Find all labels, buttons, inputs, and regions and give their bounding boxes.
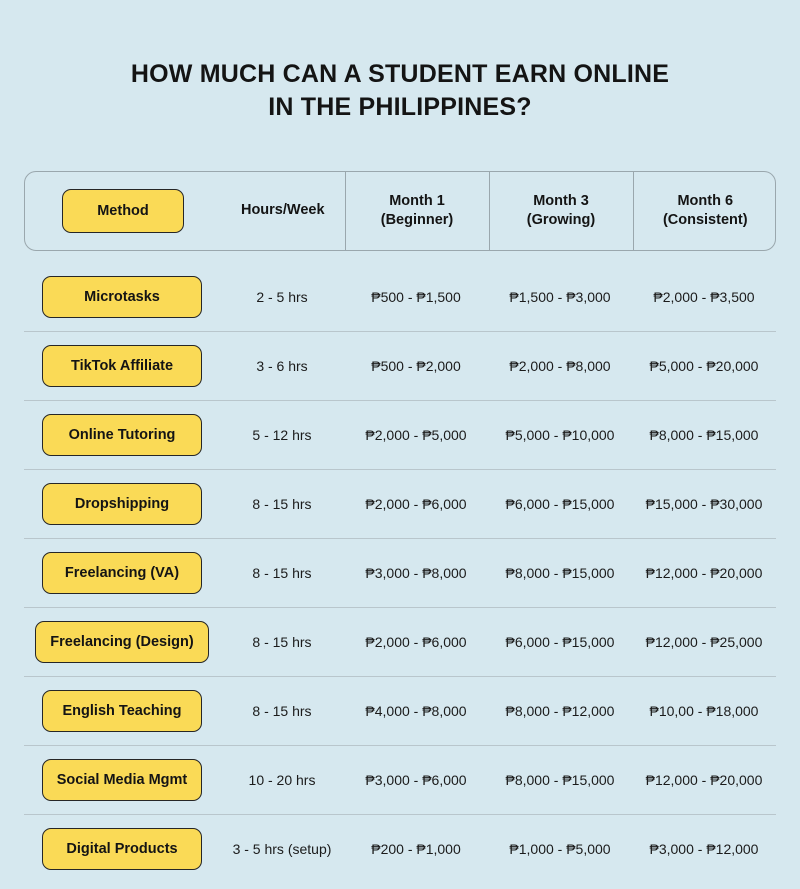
row-month-3: ₱8,000 - ₱15,000 bbox=[488, 746, 632, 815]
header-hours bbox=[221, 172, 345, 250]
row-month-6: ₱12,000 - ₱25,000 bbox=[632, 608, 776, 677]
table-header bbox=[24, 171, 776, 251]
table-row bbox=[24, 746, 776, 815]
row-month-1: ₱4,000 - ₱8,000 bbox=[344, 677, 488, 746]
method-pill: Freelancing (VA) bbox=[42, 552, 202, 594]
row-month-1: ₱200 - ₱1,000 bbox=[371, 840, 461, 857]
row-hours: 3 - 6 hrs bbox=[220, 332, 344, 401]
row-hours: 8 - 15 hrs bbox=[220, 677, 344, 746]
row-month-3: ₱6,000 - ₱15,000 bbox=[488, 608, 632, 677]
table-row bbox=[24, 401, 776, 470]
header-hours-label: Hours/Week bbox=[240, 202, 325, 219]
row-method-cell bbox=[24, 608, 220, 677]
method-pill: Online Tutoring bbox=[42, 414, 202, 456]
row-method-cell bbox=[24, 332, 220, 401]
row-hours: 2 - 5 hrs bbox=[220, 263, 344, 332]
row-method-cell bbox=[24, 539, 220, 608]
header-method bbox=[25, 172, 221, 250]
page-title bbox=[0, 0, 800, 124]
row-hours: 8 - 15 hrs bbox=[220, 608, 344, 677]
row-method-cell bbox=[24, 401, 220, 470]
table-row bbox=[24, 470, 776, 539]
header-month-6 bbox=[633, 172, 776, 250]
row-hours: 3 - 5 hrs (setup) bbox=[232, 841, 332, 858]
row-month-6: ₱3,000 - ₱12,000 bbox=[649, 840, 759, 857]
row-month-3: ₱5,000 - ₱10,000 bbox=[488, 401, 632, 470]
row-method-cell bbox=[24, 746, 220, 815]
row-month-1: ₱500 - ₱2,000 bbox=[344, 332, 488, 401]
row-month-1: ₱500 - ₱1,500 bbox=[344, 263, 488, 332]
row-month-3: ₱8,000 - ₱12,000 bbox=[488, 677, 632, 746]
row-month-6: ₱12,000 - ₱20,000 bbox=[632, 539, 776, 608]
row-month-6: ₱5,000 - ₱20,000 bbox=[632, 332, 776, 401]
row-method-cell bbox=[24, 815, 220, 884]
row-hours: 5 - 12 hrs bbox=[220, 401, 344, 470]
row-month-6: ₱10,00 - ₱18,000 bbox=[632, 677, 776, 746]
table-row bbox=[24, 608, 776, 677]
row-method-cell bbox=[24, 677, 220, 746]
row-month-6: ₱8,000 - ₱15,000 bbox=[632, 401, 776, 470]
method-pill: Freelancing (Design) bbox=[35, 621, 208, 663]
method-pill: Microtasks bbox=[42, 276, 202, 318]
row-month-3: ₱6,000 - ₱15,000 bbox=[488, 470, 632, 539]
earnings-table bbox=[24, 171, 776, 883]
header-month-3-line-1: Month 3 bbox=[533, 192, 589, 209]
header-month-6-line-2: (Consistent) bbox=[662, 212, 748, 229]
row-month-3: ₱8,000 - ₱15,000 bbox=[488, 539, 632, 608]
row-month-6: ₱2,000 - ₱3,500 bbox=[632, 263, 776, 332]
row-month-1: ₱2,000 - ₱5,000 bbox=[344, 401, 488, 470]
table-row bbox=[24, 677, 776, 746]
header-month-3-line-2: (Growing) bbox=[526, 212, 596, 229]
method-pill: TikTok Affiliate bbox=[42, 345, 202, 387]
row-method-cell bbox=[24, 263, 220, 332]
table-row bbox=[24, 332, 776, 401]
row-method-cell bbox=[24, 470, 220, 539]
table-spacer bbox=[24, 251, 776, 263]
method-pill: English Teaching bbox=[42, 690, 202, 732]
table-row bbox=[24, 815, 776, 884]
row-hours: 10 - 20 hrs bbox=[220, 746, 344, 815]
table-row bbox=[24, 539, 776, 608]
row-month-1: ₱3,000 - ₱6,000 bbox=[344, 746, 488, 815]
table-body bbox=[24, 251, 776, 883]
row-hours: 8 - 15 hrs bbox=[220, 470, 344, 539]
row-month-1: ₱2,000 - ₱6,000 bbox=[344, 608, 488, 677]
row-month-1: ₱2,000 - ₱6,000 bbox=[344, 470, 488, 539]
row-month-6: ₱15,000 - ₱30,000 bbox=[632, 470, 776, 539]
header-month-1-line-2: (Beginner) bbox=[380, 212, 454, 229]
row-hours: 8 - 15 hrs bbox=[220, 539, 344, 608]
row-month-3: ₱1,500 - ₱3,000 bbox=[488, 263, 632, 332]
header-month-1 bbox=[345, 172, 489, 250]
row-month-1: ₱3,000 - ₱8,000 bbox=[344, 539, 488, 608]
header-month-1-line-1: Month 1 bbox=[389, 192, 445, 209]
page-title-line-1: HOW MUCH CAN A STUDENT EARN ONLINE bbox=[130, 60, 670, 88]
row-month-6: ₱12,000 - ₱20,000 bbox=[632, 746, 776, 815]
header-month-6-line-1: Month 6 bbox=[677, 192, 734, 209]
page-title-line-2: IN THE PHILIPPINES? bbox=[268, 93, 532, 121]
row-month-3: ₱2,000 - ₱8,000 bbox=[488, 332, 632, 401]
table-row bbox=[24, 263, 776, 332]
header-method-label: Method bbox=[62, 189, 184, 233]
header-month-3 bbox=[489, 172, 633, 250]
row-month-3: ₱1,000 - ₱5,000 bbox=[509, 840, 611, 857]
method-pill: Dropshipping bbox=[42, 483, 202, 525]
method-pill: Social Media Mgmt bbox=[42, 759, 203, 801]
method-pill: Digital Products bbox=[42, 828, 202, 870]
